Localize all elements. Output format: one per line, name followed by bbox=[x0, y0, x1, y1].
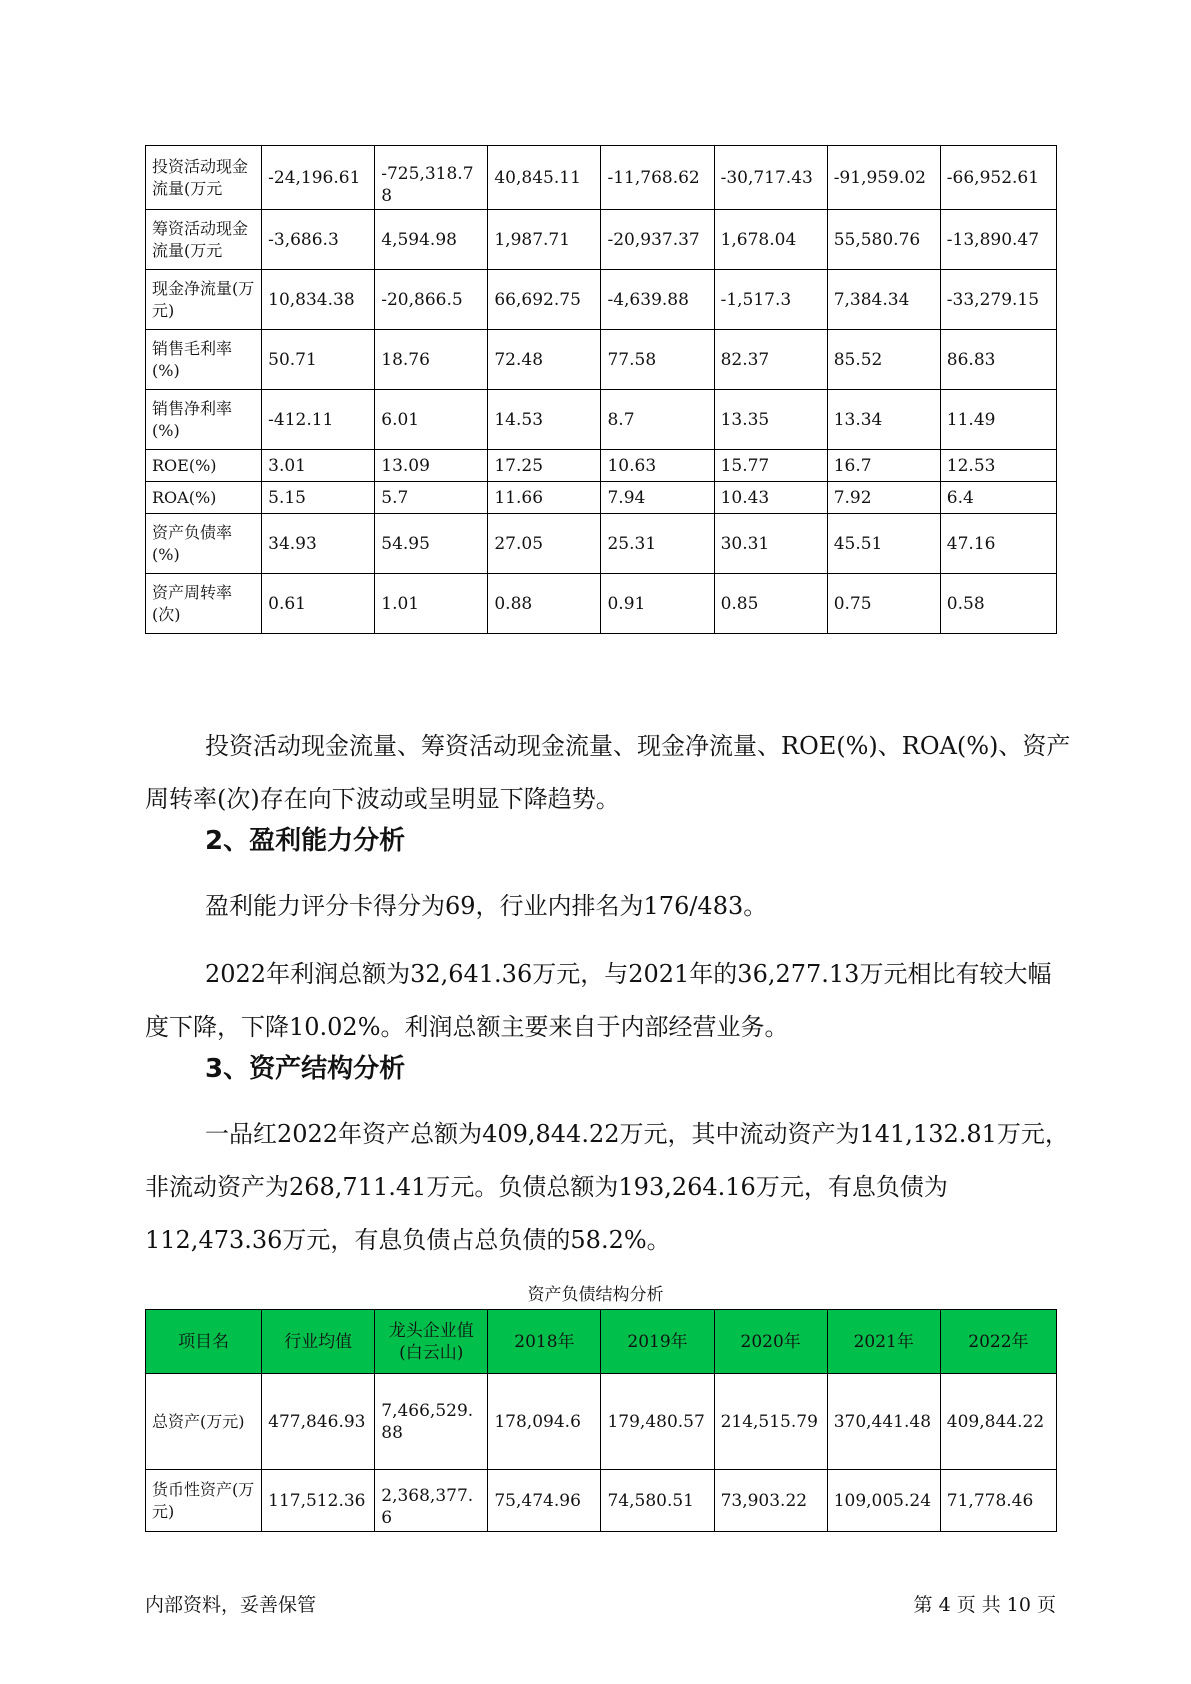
table-cell: 15.77 bbox=[714, 450, 827, 482]
table-cell: 1,987.71 bbox=[488, 210, 601, 270]
table-cell: 1.01 bbox=[375, 574, 488, 634]
table-cell: 7,466,529.88 bbox=[375, 1374, 488, 1470]
table-cell: 0.85 bbox=[714, 574, 827, 634]
table-cell: 109,005.24 bbox=[827, 1470, 940, 1532]
table-cell: 72.48 bbox=[488, 330, 601, 390]
table-cell: 10.43 bbox=[714, 482, 827, 514]
row-label: 资产周转率(次) bbox=[146, 574, 262, 634]
table-row bbox=[146, 514, 1057, 574]
table-header-row bbox=[146, 1310, 1057, 1374]
table-cell: -725,318.78 bbox=[375, 146, 488, 210]
table-cell: 40,845.11 bbox=[488, 146, 601, 210]
table-cell: 66,692.75 bbox=[488, 270, 601, 330]
row-label: 销售净利率(%) bbox=[146, 390, 262, 450]
table-cell: -30,717.43 bbox=[714, 146, 827, 210]
row-label: ROE(%) bbox=[146, 450, 262, 482]
table-cell: 74,580.51 bbox=[601, 1470, 714, 1532]
row-label: 销售毛利率(%) bbox=[146, 330, 262, 390]
table-cell: 13.09 bbox=[375, 450, 488, 482]
table-cell: 73,903.22 bbox=[714, 1470, 827, 1532]
table-cell: 0.75 bbox=[827, 574, 940, 634]
financial-indicators-table bbox=[145, 145, 1057, 634]
table-row bbox=[146, 482, 1057, 514]
column-header: 龙头企业值(白云山) bbox=[375, 1310, 488, 1374]
table-cell: 1,678.04 bbox=[714, 210, 827, 270]
table-cell: 18.76 bbox=[375, 330, 488, 390]
table-cell: 11.66 bbox=[488, 482, 601, 514]
table-cell: 14.53 bbox=[488, 390, 601, 450]
table-cell: -412.11 bbox=[262, 390, 375, 450]
table-cell: -24,196.61 bbox=[262, 146, 375, 210]
table-cell: 45.51 bbox=[827, 514, 940, 574]
table-cell: 71,778.46 bbox=[940, 1470, 1056, 1532]
table-cell: 11.49 bbox=[940, 390, 1056, 450]
table-cell: 77.58 bbox=[601, 330, 714, 390]
table-row bbox=[146, 330, 1057, 390]
row-label: 资产负债率(%) bbox=[146, 514, 262, 574]
profit-paragraph: 2022年利润总额为32,641.36万元，与2021年的36,277.13万元相比有较大幅度下降，下降10.02%。利润总额主要来自于内部经营业务。 bbox=[145, 960, 1052, 1041]
table-cell: 13.34 bbox=[827, 390, 940, 450]
table-cell: 0.61 bbox=[262, 574, 375, 634]
table-cell: 47.16 bbox=[940, 514, 1056, 574]
table-row bbox=[146, 450, 1057, 482]
row-label: ROA(%) bbox=[146, 482, 262, 514]
table-cell: 12.53 bbox=[940, 450, 1056, 482]
table-row bbox=[146, 270, 1057, 330]
table-cell: 7,384.34 bbox=[827, 270, 940, 330]
table-cell: -3,686.3 bbox=[262, 210, 375, 270]
table-cell: 2,368,377.6 bbox=[375, 1470, 488, 1532]
table-cell: 13.35 bbox=[714, 390, 827, 450]
table-cell: 0.58 bbox=[940, 574, 1056, 634]
table-cell: 178,094.6 bbox=[488, 1374, 601, 1470]
section-heading-asset-structure: 3、资产结构分析 bbox=[205, 1054, 406, 1084]
table-cell: 5.7 bbox=[375, 482, 488, 514]
table-cell: 55,580.76 bbox=[827, 210, 940, 270]
table-cell: -1,517.3 bbox=[714, 270, 827, 330]
table-cell: 370,441.48 bbox=[827, 1374, 940, 1470]
row-label: 货币性资产(万元) bbox=[146, 1470, 262, 1532]
column-header: 2018年 bbox=[488, 1310, 601, 1374]
table-cell: 179,480.57 bbox=[601, 1374, 714, 1470]
table-cell: 6.01 bbox=[375, 390, 488, 450]
table-cell: 10.63 bbox=[601, 450, 714, 482]
table-cell: -20,866.5 bbox=[375, 270, 488, 330]
footer-confidential: 内部资料，妥善保管 bbox=[145, 1594, 317, 1616]
table-cell: 27.05 bbox=[488, 514, 601, 574]
table-row bbox=[146, 574, 1057, 634]
table-cell: 4,594.98 bbox=[375, 210, 488, 270]
table-row bbox=[146, 1470, 1057, 1532]
column-header: 项目名 bbox=[146, 1310, 262, 1374]
row-label: 现金净流量(万元) bbox=[146, 270, 262, 330]
table-cell: 214,515.79 bbox=[714, 1374, 827, 1470]
table-cell: 0.91 bbox=[601, 574, 714, 634]
table-cell: 75,474.96 bbox=[488, 1470, 601, 1532]
table-row bbox=[146, 1374, 1057, 1470]
section-heading-profitability: 2、盈利能力分析 bbox=[205, 826, 406, 856]
table-cell: 477,846.93 bbox=[262, 1374, 375, 1470]
table-cell: 7.92 bbox=[827, 482, 940, 514]
column-header: 2019年 bbox=[601, 1310, 714, 1374]
table-cell: 54.95 bbox=[375, 514, 488, 574]
table-cell: 85.52 bbox=[827, 330, 940, 390]
score-paragraph: 盈利能力评分卡得分为69，行业内排名为176/483。 bbox=[205, 892, 768, 920]
table-cell: 10,834.38 bbox=[262, 270, 375, 330]
column-header: 2022年 bbox=[940, 1310, 1056, 1374]
row-label: 总资产(万元) bbox=[146, 1374, 262, 1470]
table-cell: 7.94 bbox=[601, 482, 714, 514]
table-cell: -66,952.61 bbox=[940, 146, 1056, 210]
table-cell: 3.01 bbox=[262, 450, 375, 482]
table-cell: 86.83 bbox=[940, 330, 1056, 390]
table-cell: 0.88 bbox=[488, 574, 601, 634]
table-cell: -11,768.62 bbox=[601, 146, 714, 210]
table-cell: -33,279.15 bbox=[940, 270, 1056, 330]
table-cell: 25.31 bbox=[601, 514, 714, 574]
trend-paragraph: 投资活动现金流量、筹资活动现金流量、现金净流量、ROE(%)、ROA(%)、资产周转率(次)存在向下波动或呈明显下降趋势。 bbox=[145, 732, 1071, 813]
table-row bbox=[146, 390, 1057, 450]
table-cell: -91,959.02 bbox=[827, 146, 940, 210]
column-header: 2021年 bbox=[827, 1310, 940, 1374]
table-row bbox=[146, 210, 1057, 270]
footer-page-number: 第 4 页 共 10 页 bbox=[913, 1594, 1056, 1616]
table-cell: 50.71 bbox=[262, 330, 375, 390]
table-caption: 资产负债结构分析 bbox=[527, 1285, 664, 1305]
table-cell: 17.25 bbox=[488, 450, 601, 482]
table-row bbox=[146, 146, 1057, 210]
balance-structure-table bbox=[145, 1309, 1057, 1532]
table-cell: 409,844.22 bbox=[940, 1374, 1056, 1470]
assets-paragraph: 一品红2022年资产总额为409,844.22万元，其中流动资产为141,132.81万元，非流动资产为268,711.41万元。负债总额为193,264.16万元，有息负债为112,473.36万元，有息负债占总负债的58.2%。 bbox=[145, 1120, 1069, 1254]
table-cell: -20,937.37 bbox=[601, 210, 714, 270]
table-cell: -13,890.47 bbox=[940, 210, 1056, 270]
table-cell: -4,639.88 bbox=[601, 270, 714, 330]
table-cell: 6.4 bbox=[940, 482, 1056, 514]
column-header: 行业均值 bbox=[262, 1310, 375, 1374]
table-cell: 30.31 bbox=[714, 514, 827, 574]
table-cell: 5.15 bbox=[262, 482, 375, 514]
table-cell: 34.93 bbox=[262, 514, 375, 574]
table-cell: 82.37 bbox=[714, 330, 827, 390]
table-cell: 8.7 bbox=[601, 390, 714, 450]
table-cell: 117,512.36 bbox=[262, 1470, 375, 1532]
column-header: 2020年 bbox=[714, 1310, 827, 1374]
row-label: 投资活动现金流量(万元 bbox=[146, 146, 262, 210]
row-label: 筹资活动现金流量(万元 bbox=[146, 210, 262, 270]
table-cell: 16.7 bbox=[827, 450, 940, 482]
